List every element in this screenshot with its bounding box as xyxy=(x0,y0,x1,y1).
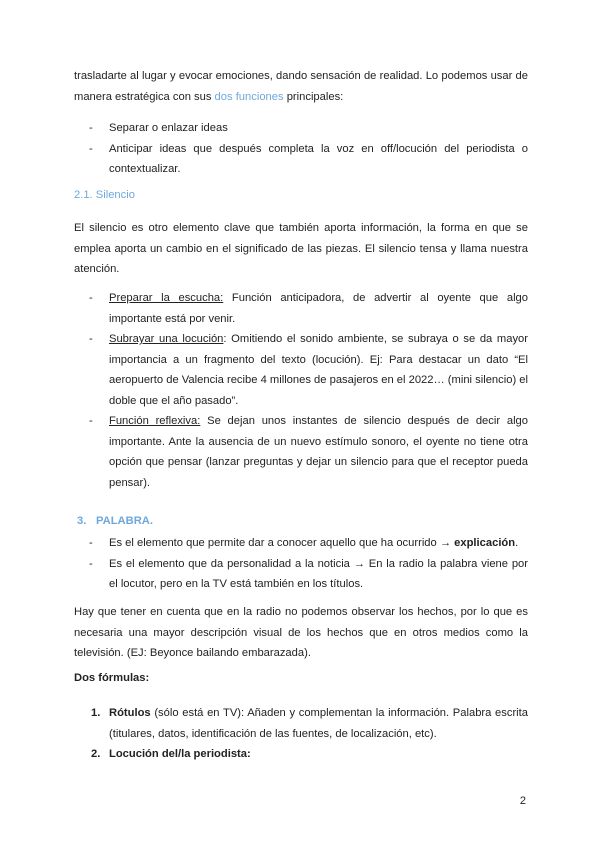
list-item: - Es el elemento que da personalidad a la noticia → En la radio la palabra viene por el locutor, pero en la TV está también en los títulos. xyxy=(89,557,528,590)
functions-list xyxy=(74,118,528,180)
formulas-list xyxy=(74,703,528,765)
palabra-list xyxy=(74,533,528,595)
formulas-heading: Dos fórmulas: xyxy=(74,672,150,684)
list-item: - Subrayar una locución: Omitiendo el sonido ambiente, se subraya o se da mayor importancia a un fragmento del texto (locución). Ej: Para destacar un dato “El aeropuerto de Valencia recibe 4 millones de pasajeros en el 2022… (mini silencio) el doble que el año pasado”. xyxy=(89,333,529,407)
list-item: - Preparar la escucha: Función anticipadora, de advertir al oyente que algo importante está por venir. xyxy=(89,292,528,325)
list-item: 2. Locución del/la periodista: xyxy=(91,748,251,760)
intro-paragraph: trasladarte al lugar y evocar emociones, dando sensación de realidad. Lo podemos usar de manera estratégica con sus dos funciones principales: xyxy=(74,70,528,103)
silencio-paragraph: El silencio es otro elemento clave que también aporta información, la forma en que se emplea aporta un cambio en el significado de las piezas. El silencio tensa y llama nuestra atención. xyxy=(74,222,528,275)
section-heading-silencio: 2.1. Silencio xyxy=(74,189,135,201)
list-item: 1. Rótulos (sólo está en TV): Añaden y complementan la información. Palabra escrita (titulares, datos, identificación de las fuentes, de localización, etc). xyxy=(91,707,528,740)
silencio-list xyxy=(74,288,528,493)
palabra-paragraph: Hay que tener en cuenta que en la radio no podemos observar los hechos, por lo que es necesaria una mayor descripción visual de los hechos que en otros medios como la televisión. (EJ: Beyonce bailando embarazada). xyxy=(74,606,528,659)
page-number: 2 xyxy=(519,795,526,807)
section-heading-palabra: 3. PALABRA. xyxy=(77,515,153,527)
list-item: - Separar o enlazar ideas xyxy=(89,122,228,134)
list-item: - Anticipar ideas que después completa la voz en off/locución del periodista o contextualizar. xyxy=(89,142,528,175)
list-item: - Es el elemento que permite dar a conocer aquello que ha ocurrido → explicación. xyxy=(89,537,519,549)
list-item: - Función reflexiva: Se dejan unos instantes de silencio después de decir algo importante. Ante la ausencia de un nuevo estímulo sonoro, el oyente no tiene otra opción que pensar (lanzar preguntas y dejar un silencio para que el receptor pueda pensar). xyxy=(89,415,528,489)
highlight-dos-funciones: dos funciones xyxy=(214,90,284,103)
